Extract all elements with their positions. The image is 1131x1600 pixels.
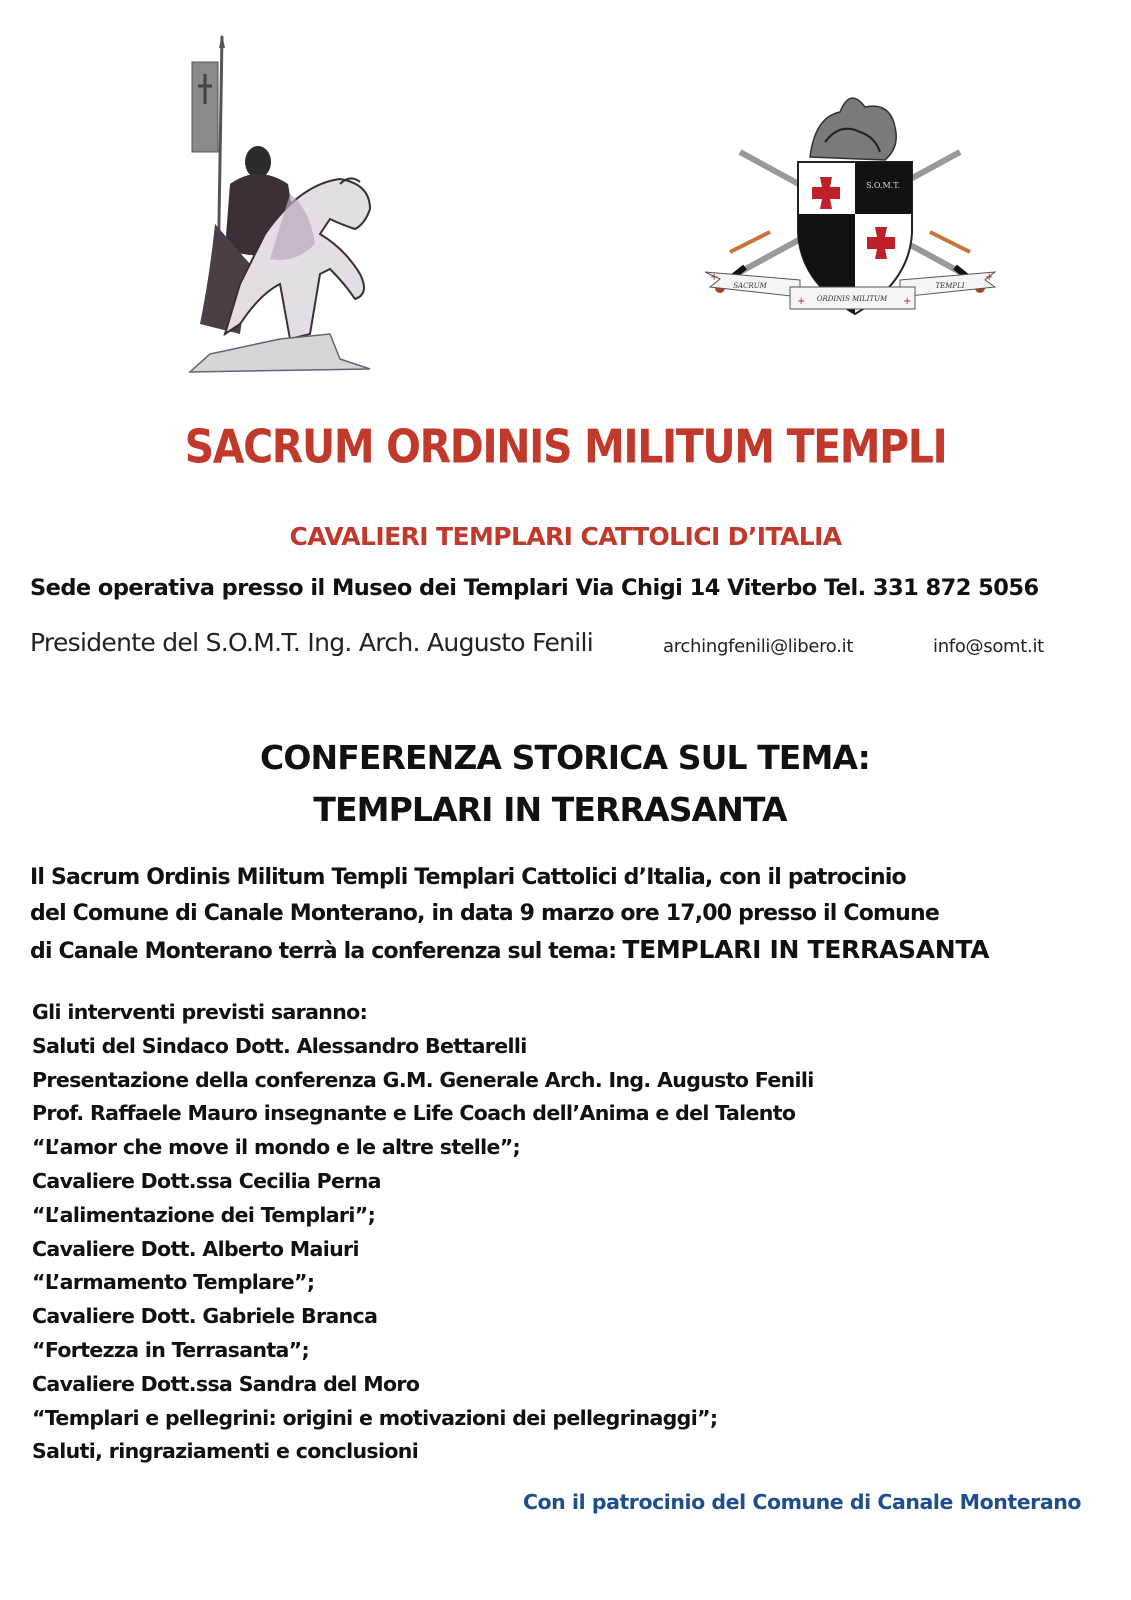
program-item: “L’armamento Templare”; — [32, 1270, 315, 1295]
program-item: Presentazione della conferenza G.M. Generale Arch. Ing. Augusto Fenili — [32, 1067, 814, 1092]
organization-title: SACRUM ORDINIS MILITUM TEMPLI — [184, 420, 947, 474]
program-heading: Gli interventi previsti saranno: — [32, 1000, 368, 1024]
program-item: Cavaliere Dott.ssa Cecilia Perna — [32, 1168, 381, 1193]
banner-right-text: TEMPLI — [935, 282, 965, 290]
program-item: Saluti, ringraziamenti e conclusioni — [32, 1439, 419, 1464]
conference-intro — [30, 860, 1120, 970]
headquarters-address: Sede operativa presso il Museo dei Templari Via Chigi 14 Viterbo Tel. 331 872 5056 — [30, 575, 1039, 601]
coat-of-arms-emblem — [700, 82, 1000, 318]
program-item: “L’amor che move il mondo e le altre stelle”; — [32, 1135, 521, 1160]
shield-label: S.O.M.T. — [866, 181, 900, 190]
banner-center-text: ORDINIS MILITUM — [816, 295, 888, 303]
svg-text:+: + — [903, 296, 912, 307]
president-name: Presidente del S.O.M.T. Ing. Arch. Augusto Fenili — [30, 628, 594, 657]
program-item: Cavaliere Dott. Alberto Maiuri — [32, 1236, 359, 1261]
program-list — [32, 996, 1032, 1469]
svg-text:+: + — [797, 296, 806, 307]
svg-text:+: + — [985, 272, 994, 283]
svg-text:+: + — [710, 272, 719, 283]
program-item: Saluti del Sindaco Dott. Alessandro Bettarelli — [32, 1033, 527, 1058]
intro-line-1: Il Sacrum Ordinis Militum Templi Templari Cattolici d’Italia, con il patrocinio — [30, 865, 906, 890]
intro-line-2: del Comune di Canale Monterano, in data 9 marzo ore 17,00 presso il Comune — [30, 901, 940, 926]
intro-topic: TEMPLARI IN TERRASANTA — [622, 935, 990, 964]
program-item: “L’alimentazione dei Templari”; — [32, 1202, 376, 1227]
program-item: Cavaliere Dott. Gabriele Branca — [32, 1304, 378, 1329]
banner-left-text: SACRUM — [733, 282, 767, 290]
program-item: “Fortezza in Terrasanta”; — [32, 1337, 310, 1362]
president-email-link[interactable]: archingfenili@libero.it — [663, 636, 854, 657]
info-email-link[interactable]: info@somt.it — [933, 636, 1044, 657]
president-contact-row — [30, 628, 1110, 657]
program-item: Cavaliere Dott.ssa Sandra del Moro — [32, 1371, 420, 1396]
conference-title-line2: TEMPLARI IN TERRASANTA — [313, 790, 787, 829]
intro-line-3-text: di Canale Monterano terrà la conferenza sul tema: — [30, 939, 617, 964]
organization-subtitle: CAVALIERI TEMPLARI CATTOLICI D’ITALIA — [289, 522, 842, 551]
program-item: “Templari e pellegrini: origini e motivazioni dei pellegrinaggi”; — [32, 1405, 718, 1430]
intro-line-3 — [30, 932, 1120, 970]
conference-title-line1: CONFERENZA STORICA SUL TEMA: — [260, 738, 870, 777]
patronage-footer: Con il patrocinio del Comune di Canale Monterano — [522, 1490, 1081, 1514]
program-item: Prof. Raffaele Mauro insegnante e Life Coach dell’Anima e del Talento — [32, 1101, 796, 1126]
knight-templar-illustration — [170, 34, 400, 374]
